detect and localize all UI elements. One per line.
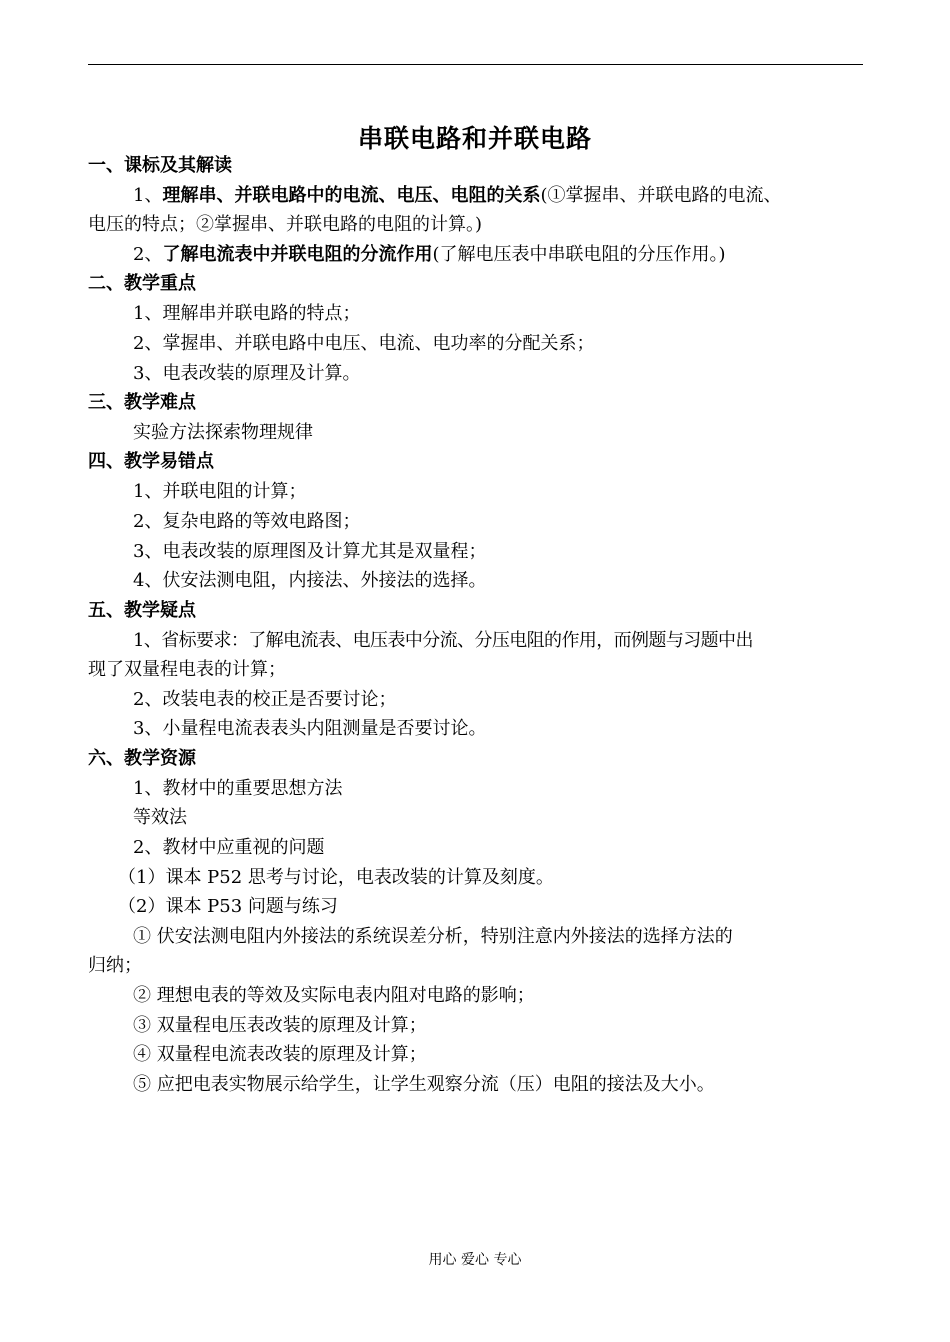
s1-item-2 [133, 244, 726, 266]
s1-item-2-number: 2、 [133, 244, 163, 265]
s6-line-1: 1、教材中的重要思想方法 [133, 778, 343, 799]
s2-item-1: 1、理解串并联电路的特点； [133, 303, 361, 324]
page-footer: 用心 爱心 专心 [428, 1252, 522, 1268]
section-heading-1: 一、课标及其解读 [88, 155, 232, 176]
section-heading-2: 二、教学重点 [88, 273, 196, 294]
s5-item-1-line-2: 现了双量程电表的计算； [88, 659, 286, 680]
s6-line-9: ③ 双量程电压表改装的原理及计算； [133, 1015, 427, 1036]
s6-line-3: 2、教材中应重视的问题 [133, 837, 325, 858]
s6-line-10: ④ 双量程电流表改装的原理及计算； [133, 1044, 427, 1065]
s6-line-5: （2）课本 P53 问题与练习 [118, 896, 338, 917]
page-title: 串联电路和并联电路 [357, 124, 592, 153]
section-heading-3: 三、教学难点 [88, 392, 196, 413]
s4-item-4: 4、伏安法测电阻，内接法、外接法的选择。 [133, 570, 487, 591]
s1-item-1-line-2: 电压的特点；②掌握串、并联电路的电阻的计算。) [88, 214, 483, 235]
s1-item-1-number: 1、 [133, 185, 163, 206]
s6-line-6: ① 伏安法测电阻内外接法的系统误差分析，特别注意内外接法的选择方法的 [133, 926, 733, 947]
s4-item-2: 2、复杂电路的等效电路图； [133, 511, 361, 532]
s4-item-1: 1、并联电阻的计算； [133, 481, 307, 502]
s2-item-3: 3、电表改装的原理及计算。 [133, 363, 361, 384]
section-heading-4: 四、教学易错点 [88, 451, 214, 472]
s5-item-1-line-1: 1、省标要求：了解电流表、电压表中分流、分压电阻的作用，而例题与习题中出 [133, 630, 753, 651]
s6-line-4: （1）课本 P52 思考与讨论，电表改装的计算及刻度。 [118, 867, 554, 888]
s5-item-2: 2、改装电表的校正是否要讨论； [133, 689, 397, 710]
section-heading-6: 六、教学资源 [88, 748, 196, 769]
section-heading-5: 五、教学疑点 [88, 600, 196, 621]
header-rule [88, 64, 863, 65]
s6-line-8: ② 理想电表的等效及实际电表内阻对电路的影响； [133, 985, 535, 1006]
s5-item-3: 3、小量程电流表表头内阻测量是否要讨论。 [133, 718, 487, 739]
s4-item-3: 3、电表改装的原理图及计算尤其是双量程； [133, 541, 487, 562]
s1-item-2-bold: 了解电流表中并联电阻的分流作用 [162, 244, 433, 265]
s6-line-11: ⑤ 应把电表实物展示给学生，让学生观察分流（压）电阻的接法及大小。 [133, 1074, 715, 1095]
s2-item-2: 2、掌握串、并联电路中电压、电流、电功率的分配关系； [133, 333, 595, 354]
s1-item-1-bold: 理解串、并联电路中的电流、电压、电阻的关系 [162, 185, 541, 206]
s1-item-2-rest: (了解电压表中串联电阻的分压作用。) [432, 244, 726, 265]
s1-item-1-rest: (①掌握串、并联电路的电流、 [540, 185, 782, 206]
s6-line-7: 归纳； [88, 955, 142, 976]
s1-item-1-line-1 [133, 185, 781, 207]
s3-item-1: 实验方法探索物理规律 [133, 422, 313, 443]
s6-line-2: 等效法 [133, 807, 187, 828]
